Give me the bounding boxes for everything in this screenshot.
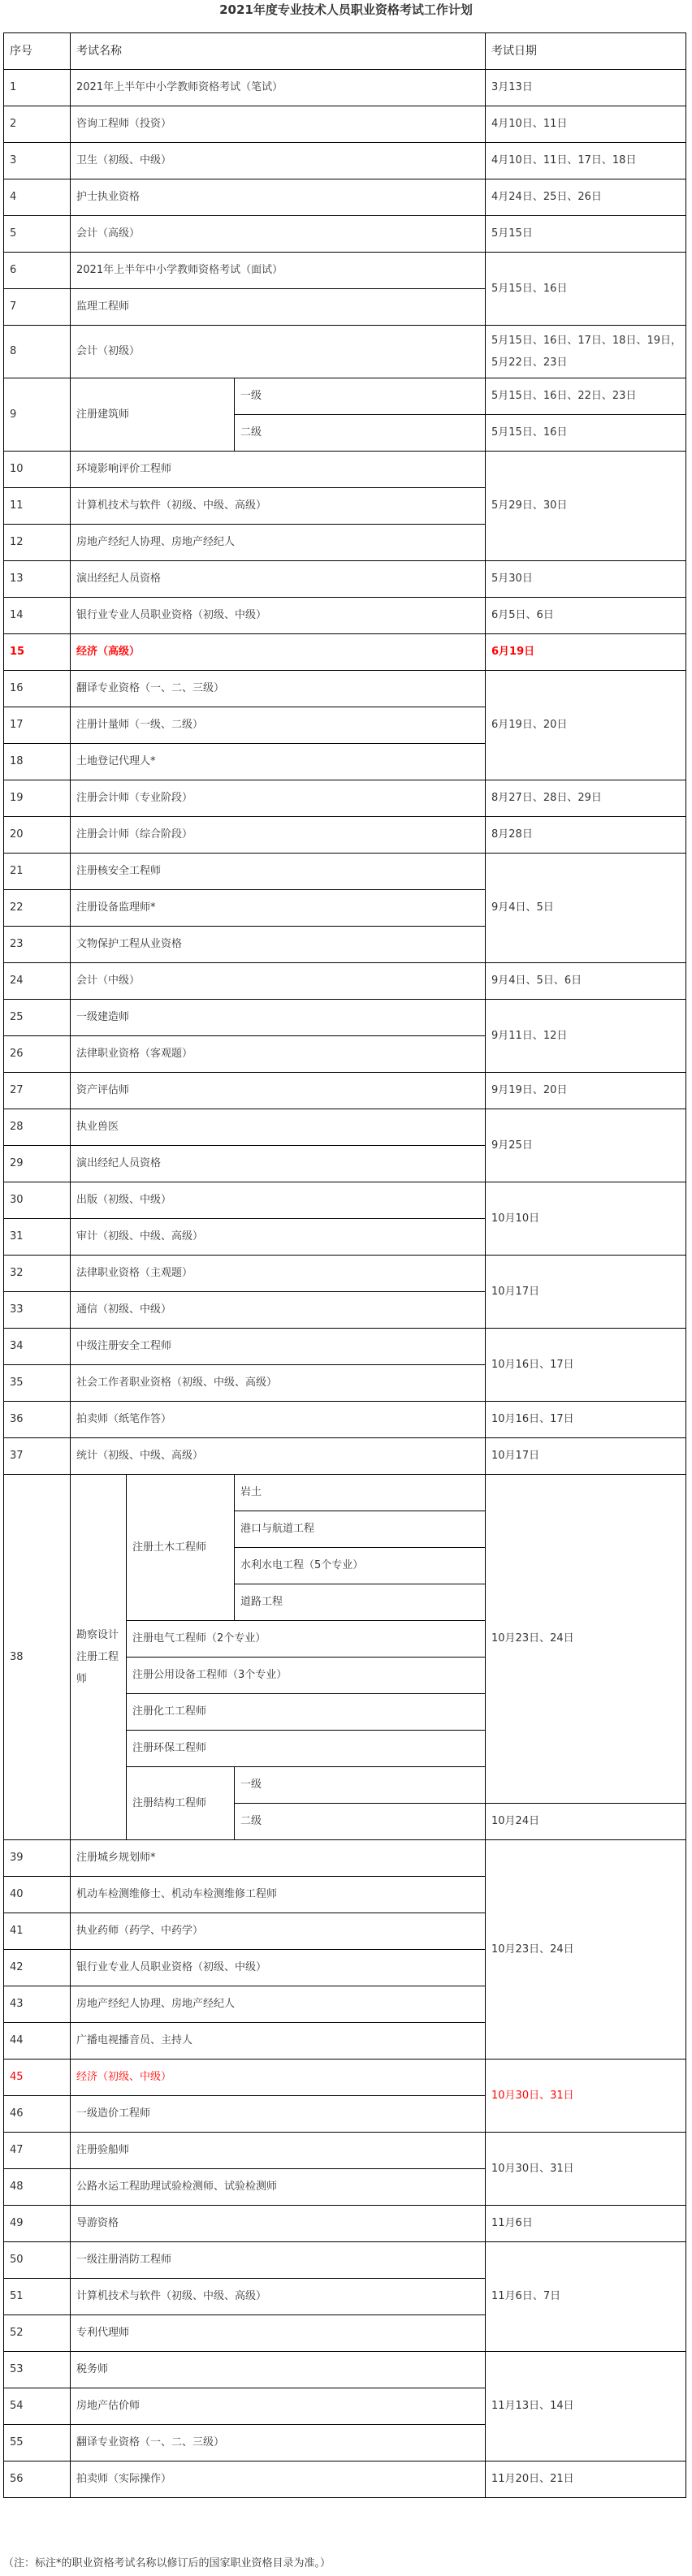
cell-name: 注册验船师 xyxy=(71,2133,486,2169)
table-row xyxy=(4,561,686,598)
cell-seq: 41 xyxy=(4,1913,71,1950)
cell-seq: 11 xyxy=(4,488,71,525)
table-row xyxy=(4,253,686,289)
page-title: 2021年度专业技术人员职业资格考试工作计划 xyxy=(219,2,473,17)
cell-date: 6月5日、6日 xyxy=(486,598,686,634)
cell-seq: 22 xyxy=(4,890,71,927)
cell-date: 9月25日 xyxy=(486,1109,686,1182)
cell-seq: 38 xyxy=(4,1475,71,1840)
cell-name: 中级注册安全工程师 xyxy=(71,1329,486,1365)
cell-sub-name: 注册公用设备工程师（3个专业） xyxy=(127,1658,486,1694)
cell-name: 注册计量师（一级、二级） xyxy=(71,707,486,744)
cell-date: 10月23日、24日 xyxy=(486,1475,686,1804)
cell-name: 法律职业资格（主观题） xyxy=(71,1256,486,1292)
cell-sub-name: 注册电气工程师（2个专业） xyxy=(127,1621,486,1658)
table-row xyxy=(4,598,686,634)
cell-name: 护士执业资格 xyxy=(71,179,486,216)
cell-name: 注册会计师（专业阶段） xyxy=(71,780,486,817)
cell-seq: 46 xyxy=(4,2096,71,2133)
cell-sub-name: 注册环保工程师 xyxy=(127,1731,486,1767)
table-row xyxy=(4,1073,686,1109)
cell-seq: 40 xyxy=(4,1877,71,1913)
cell-seq: 43 xyxy=(4,1986,71,2023)
cell-date: 3月13日 xyxy=(486,70,686,106)
cell-name: 经济（初级、中级） xyxy=(71,2060,486,2096)
cell-date: 4月10日、11日 xyxy=(486,106,686,143)
cell-name: 卫生（初级、中级） xyxy=(71,143,486,179)
cell-date: 10月10日 xyxy=(486,1182,686,1256)
cell-name: 会计（高级） xyxy=(71,216,486,253)
table-row xyxy=(4,1475,686,1511)
cell-seq: 49 xyxy=(4,2206,71,2242)
table-row xyxy=(4,1256,686,1292)
cell-group-name: 勘察设计注册工程师 xyxy=(71,1475,127,1840)
table-row xyxy=(4,780,686,817)
table-row-highlighted xyxy=(4,634,686,671)
cell-name: 房地产估价师 xyxy=(71,2388,486,2425)
cell-date: 9月4日、5日 xyxy=(486,854,686,963)
cell-name: 公路水运工程助理试验检测师、试验检测师 xyxy=(71,2169,486,2206)
cell-seq: 50 xyxy=(4,2242,71,2279)
cell-seq: 20 xyxy=(4,817,71,854)
cell-seq: 54 xyxy=(4,2388,71,2425)
cell-name: 注册核安全工程师 xyxy=(71,854,486,890)
table-row xyxy=(4,2242,686,2279)
cell-seq: 35 xyxy=(4,1365,71,1402)
cell-name: 审计（初级、中级、高级） xyxy=(71,1219,486,1256)
cell-seq: 44 xyxy=(4,2023,71,2060)
cell-name: 一级建造师 xyxy=(71,1000,486,1036)
cell-name: 会计（中级） xyxy=(71,963,486,1000)
cell-seq: 55 xyxy=(4,2425,71,2461)
cell-name: 执业兽医 xyxy=(71,1109,486,1146)
cell-name: 计算机技术与软件（初级、中级、高级） xyxy=(71,488,486,525)
table-row xyxy=(4,452,686,488)
cell-name: 广播电视播音员、主持人 xyxy=(71,2023,486,2060)
cell-date: 5月15日、16日 xyxy=(486,415,686,452)
cell-name: 社会工作者职业资格（初级、中级、高级） xyxy=(71,1365,486,1402)
cell-seq: 51 xyxy=(4,2279,71,2315)
table-row xyxy=(4,1438,686,1475)
cell-name: 演出经纪人员资格 xyxy=(71,561,486,598)
cell-name: 房地产经纪人协理、房地产经纪人 xyxy=(71,525,486,561)
cell-name: 一级注册消防工程师 xyxy=(71,2242,486,2279)
cell-date: 10月30日、31日 xyxy=(486,2133,686,2206)
cell-date: 10月16日、17日 xyxy=(486,1402,686,1438)
cell-date: 5月15日、16日、17日、18日、19日，5月22日、23日 xyxy=(486,326,686,378)
cell-name: 翻译专业资格（一、二、三级） xyxy=(71,2425,486,2461)
table-header-row xyxy=(4,33,686,70)
header-date: 考试日期 xyxy=(486,33,686,70)
cell-level: 一级 xyxy=(235,1767,486,1804)
cell-name: 一级造价工程师 xyxy=(71,2096,486,2133)
cell-date: 4月10日、11日、17日、18日 xyxy=(486,143,686,179)
table-row xyxy=(4,1402,686,1438)
cell-seq: 3 xyxy=(4,143,71,179)
cell-name: 机动车检测维修士、机动车检测维修工程师 xyxy=(71,1877,486,1913)
cell-seq: 15 xyxy=(4,634,71,671)
cell-name: 监理工程师 xyxy=(71,289,486,326)
cell-seq: 6 xyxy=(4,253,71,289)
cell-structural-name: 注册结构工程师 xyxy=(127,1767,235,1840)
cell-seq: 30 xyxy=(4,1182,71,1219)
table-row xyxy=(4,2461,686,2498)
cell-date: 11月20日、21日 xyxy=(486,2461,686,2498)
cell-seq: 37 xyxy=(4,1438,71,1475)
cell-seq: 24 xyxy=(4,963,71,1000)
cell-name: 注册城乡规划师* xyxy=(71,1840,486,1877)
cell-name: 资产评估师 xyxy=(71,1073,486,1109)
cell-seq: 4 xyxy=(4,179,71,216)
cell-name: 通信（初级、中级） xyxy=(71,1292,486,1329)
cell-seq: 29 xyxy=(4,1146,71,1182)
table-row xyxy=(4,378,686,415)
cell-name: 注册会计师（综合阶段） xyxy=(71,817,486,854)
cell-seq: 5 xyxy=(4,216,71,253)
cell-seq: 25 xyxy=(4,1000,71,1036)
table-row xyxy=(4,326,686,378)
cell-name: 税务师 xyxy=(71,2352,486,2388)
cell-date: 10月24日 xyxy=(486,1804,686,1840)
cell-date: 5月30日 xyxy=(486,561,686,598)
cell-seq: 48 xyxy=(4,2169,71,2206)
cell-name: 法律职业资格（客观题） xyxy=(71,1036,486,1073)
cell-seq: 36 xyxy=(4,1402,71,1438)
cell-date: 5月15日 xyxy=(486,216,686,253)
cell-date: 11月6日 xyxy=(486,2206,686,2242)
cell-name: 2021年上半年中小学教师资格考试（面试） xyxy=(71,253,486,289)
table-row-highlighted xyxy=(4,2060,686,2096)
cell-name: 土地登记代理人* xyxy=(71,744,486,780)
cell-seq: 53 xyxy=(4,2352,71,2388)
cell-date: 8月28日 xyxy=(486,817,686,854)
cell-seq: 10 xyxy=(4,452,71,488)
cell-name: 房地产经纪人协理、房地产经纪人 xyxy=(71,1986,486,2023)
cell-specialty: 水利水电工程（5个专业） xyxy=(235,1548,486,1584)
cell-name: 计算机技术与软件（初级、中级、高级） xyxy=(71,2279,486,2315)
cell-seq: 32 xyxy=(4,1256,71,1292)
cell-name: 银行业专业人员职业资格（初级、中级） xyxy=(71,598,486,634)
cell-name: 统计（初级、中级、高级） xyxy=(71,1438,486,1475)
cell-level: 二级 xyxy=(235,1804,486,1840)
table-row xyxy=(4,2133,686,2169)
cell-name: 出版（初级、中级） xyxy=(71,1182,486,1219)
table-row xyxy=(4,216,686,253)
footnote: （注：标注*的职业资格考试名称以修订后的国家职业资格目录为准。） xyxy=(3,2557,331,2570)
cell-date: 10月17日 xyxy=(486,1256,686,1329)
cell-seq: 27 xyxy=(4,1073,71,1109)
table-row xyxy=(4,143,686,179)
cell-seq: 14 xyxy=(4,598,71,634)
cell-date: 9月11日、12日 xyxy=(486,1000,686,1073)
cell-level: 一级 xyxy=(235,378,486,415)
cell-name: 会计（初级） xyxy=(71,326,486,378)
cell-seq: 12 xyxy=(4,525,71,561)
cell-seq: 23 xyxy=(4,927,71,963)
cell-name: 执业药师（药学、中药学） xyxy=(71,1913,486,1950)
cell-name: 导游资格 xyxy=(71,2206,486,2242)
cell-seq: 16 xyxy=(4,671,71,707)
cell-seq: 9 xyxy=(4,378,71,452)
cell-seq: 26 xyxy=(4,1036,71,1073)
cell-specialty: 港口与航道工程 xyxy=(235,1511,486,1548)
cell-name: 2021年上半年中小学教师资格考试（笔试） xyxy=(71,70,486,106)
cell-seq: 31 xyxy=(4,1219,71,1256)
cell-name: 文物保护工程从业资格 xyxy=(71,927,486,963)
cell-date: 10月30日、31日 xyxy=(486,2060,686,2133)
table-row xyxy=(4,106,686,143)
cell-name: 演出经纪人员资格 xyxy=(71,1146,486,1182)
cell-seq: 17 xyxy=(4,707,71,744)
cell-seq: 52 xyxy=(4,2315,71,2352)
table-row xyxy=(4,1182,686,1219)
cell-civil-name: 注册土木工程师 xyxy=(127,1475,235,1621)
cell-seq: 33 xyxy=(4,1292,71,1329)
cell-seq: 7 xyxy=(4,289,71,326)
table-row xyxy=(4,1329,686,1365)
table-row xyxy=(4,963,686,1000)
table-row xyxy=(4,179,686,216)
table-row xyxy=(4,671,686,707)
table-row xyxy=(4,2206,686,2242)
cell-name: 经济（高级） xyxy=(71,634,486,671)
table-row xyxy=(4,1840,686,1877)
cell-seq: 45 xyxy=(4,2060,71,2096)
table-row xyxy=(4,817,686,854)
cell-date: 11月13日、14日 xyxy=(486,2352,686,2461)
cell-sub-name: 注册化工工程师 xyxy=(127,1694,486,1731)
cell-date: 10月23日、24日 xyxy=(486,1840,686,2060)
header-name: 考试名称 xyxy=(71,33,486,70)
cell-seq: 56 xyxy=(4,2461,71,2498)
table-row xyxy=(4,1109,686,1146)
cell-date: 9月19日、20日 xyxy=(486,1073,686,1109)
cell-name: 翻译专业资格（一、二、三级） xyxy=(71,671,486,707)
cell-seq: 13 xyxy=(4,561,71,598)
cell-seq: 42 xyxy=(4,1950,71,1986)
cell-date: 10月17日 xyxy=(486,1438,686,1475)
cell-name: 拍卖师（纸笔作答） xyxy=(71,1402,486,1438)
cell-name: 注册设备监理师* xyxy=(71,890,486,927)
cell-date: 6月19日、20日 xyxy=(486,671,686,780)
cell-date: 6月19日 xyxy=(486,634,686,671)
cell-date: 8月27日、28日、29日 xyxy=(486,780,686,817)
exam-schedule-table xyxy=(3,32,686,2498)
table-row xyxy=(4,70,686,106)
cell-seq: 34 xyxy=(4,1329,71,1365)
cell-name: 咨询工程师（投资） xyxy=(71,106,486,143)
cell-date: 10月16日、17日 xyxy=(486,1329,686,1402)
header-seq: 序号 xyxy=(4,33,71,70)
cell-date: 5月29日、30日 xyxy=(486,452,686,561)
table-row xyxy=(4,1000,686,1036)
cell-date: 9月4日、5日、6日 xyxy=(486,963,686,1000)
cell-seq: 39 xyxy=(4,1840,71,1877)
cell-name: 环境影响评价工程师 xyxy=(71,452,486,488)
cell-seq: 47 xyxy=(4,2133,71,2169)
cell-seq: 8 xyxy=(4,326,71,378)
cell-name: 专利代理师 xyxy=(71,2315,486,2352)
cell-level: 二级 xyxy=(235,415,486,452)
cell-seq: 2 xyxy=(4,106,71,143)
cell-date: 11月6日、7日 xyxy=(486,2242,686,2352)
cell-name: 拍卖师（实际操作） xyxy=(71,2461,486,2498)
cell-date: 5月15日、16日 xyxy=(486,253,686,326)
table-row xyxy=(4,854,686,890)
cell-seq: 21 xyxy=(4,854,71,890)
cell-name: 注册建筑师 xyxy=(71,378,235,452)
cell-specialty: 道路工程 xyxy=(235,1584,486,1621)
table-row xyxy=(4,2352,686,2388)
cell-name: 银行业专业人员职业资格（初级、中级） xyxy=(71,1950,486,1986)
cell-date: 5月15日、16日、22日、23日 xyxy=(486,378,686,415)
cell-seq: 18 xyxy=(4,744,71,780)
cell-seq: 19 xyxy=(4,780,71,817)
cell-specialty: 岩土 xyxy=(235,1475,486,1511)
cell-seq: 1 xyxy=(4,70,71,106)
cell-seq: 28 xyxy=(4,1109,71,1146)
cell-date: 4月24日、25日、26日 xyxy=(486,179,686,216)
